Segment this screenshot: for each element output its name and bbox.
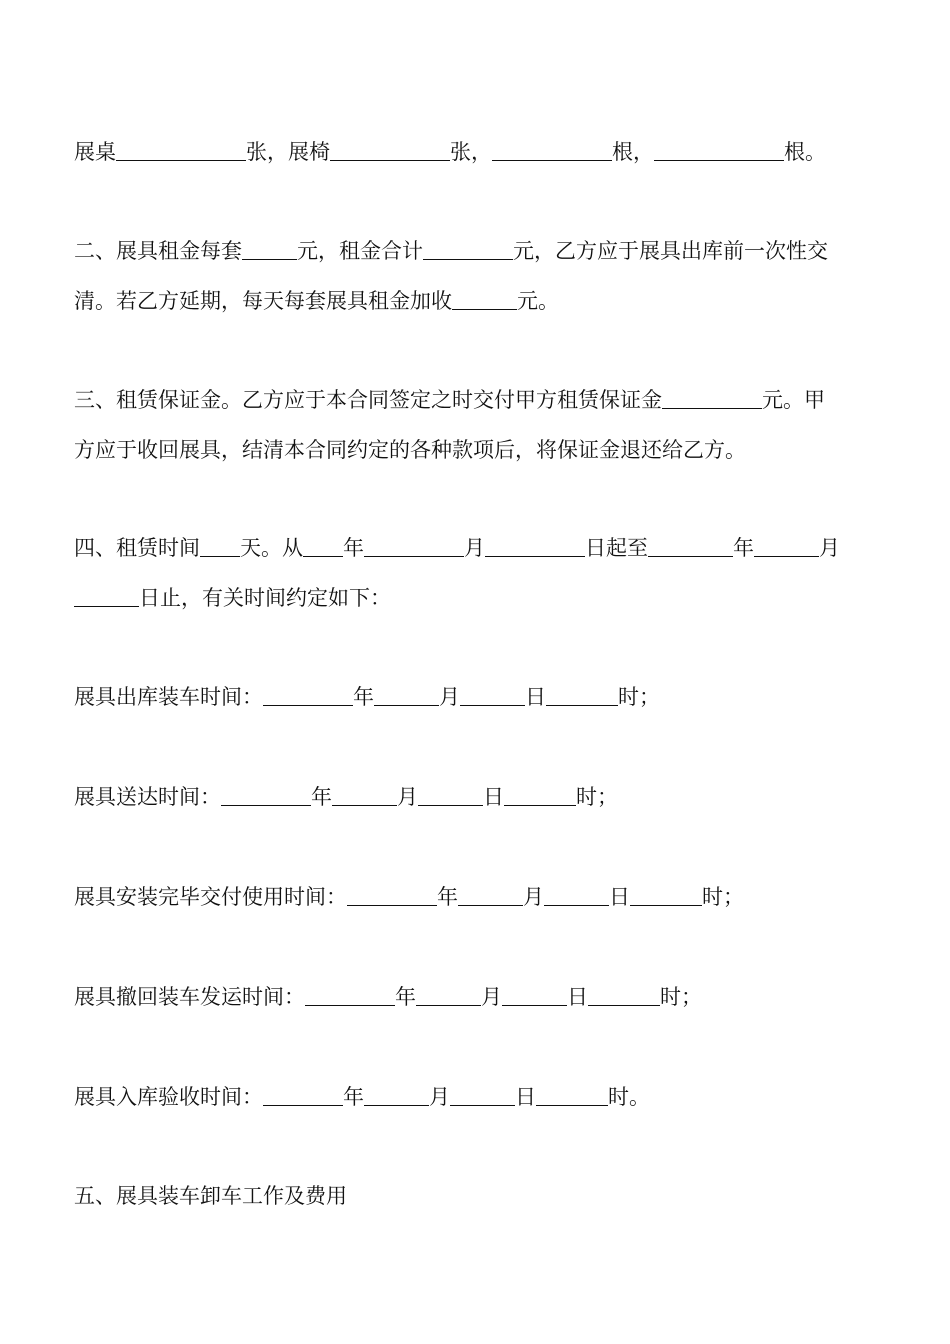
blank-field[interactable]	[754, 536, 819, 557]
clause-rental-period	[74, 523, 884, 623]
blank-field[interactable]	[546, 685, 618, 706]
text: 元，乙方应于展具出库前一次性交	[513, 239, 828, 263]
text: 日	[515, 1085, 536, 1109]
time-withdraw	[74, 972, 884, 1022]
text: 年	[343, 536, 364, 560]
text: 日	[525, 685, 546, 709]
blank-field[interactable]	[460, 685, 525, 706]
blank-field[interactable]	[330, 140, 450, 161]
time-out-load	[74, 672, 884, 722]
text: 年	[353, 685, 374, 709]
blank-field[interactable]	[416, 985, 481, 1006]
blank-field[interactable]	[242, 239, 297, 260]
text: 展具入库验收时间：	[74, 1085, 263, 1109]
blank-field[interactable]	[418, 785, 483, 806]
text: 月	[439, 685, 460, 709]
text: 张，	[450, 140, 492, 164]
blank-field[interactable]	[504, 785, 576, 806]
time-delivery	[74, 772, 884, 822]
text: 元。甲	[762, 388, 825, 412]
blank-field[interactable]	[303, 536, 343, 557]
text: 展具送达时间：	[74, 785, 221, 809]
blank-field[interactable]	[263, 1085, 343, 1106]
line	[74, 872, 884, 922]
text: 展具安装完毕交付使用时间：	[74, 885, 347, 909]
text: 根。	[784, 140, 826, 164]
text: 天。从	[240, 536, 303, 560]
blank-field[interactable]	[544, 885, 609, 906]
text: 三、租赁保证金。乙方应于本合同签定之时交付甲方租赁保证金	[74, 388, 662, 412]
line	[74, 772, 884, 822]
text: 月	[481, 985, 502, 1009]
blank-field[interactable]	[364, 536, 464, 557]
line	[74, 1072, 884, 1122]
blank-field[interactable]	[492, 140, 612, 161]
text: 时；	[618, 685, 660, 709]
text: 时；	[576, 785, 618, 809]
line	[74, 375, 884, 425]
blank-field[interactable]	[200, 536, 240, 557]
line	[74, 523, 884, 573]
blank-field[interactable]	[450, 1085, 515, 1106]
blank-field[interactable]	[588, 985, 660, 1006]
text: 时。	[608, 1085, 650, 1109]
text: 二、展具租金每套	[74, 239, 242, 263]
text: 年	[311, 785, 332, 809]
clause-rental-fee	[74, 226, 884, 326]
text: 月	[429, 1085, 450, 1109]
text: 月	[397, 785, 418, 809]
text: 展桌	[74, 140, 116, 164]
text: 日	[609, 885, 630, 909]
blank-field[interactable]	[221, 785, 311, 806]
blank-field[interactable]	[662, 388, 762, 409]
text: 元，租金合计	[297, 239, 423, 263]
line	[74, 573, 884, 623]
blank-field[interactable]	[458, 885, 523, 906]
blank-field[interactable]	[263, 685, 353, 706]
text: 月	[523, 885, 544, 909]
line	[74, 226, 884, 276]
text: 年	[733, 536, 754, 560]
text: 日	[483, 785, 504, 809]
blank-field[interactable]	[654, 140, 784, 161]
blank-field[interactable]	[630, 885, 702, 906]
text: 日止，有关时间约定如下：	[139, 586, 391, 610]
text: 时；	[660, 985, 702, 1009]
text: 年	[395, 985, 416, 1009]
blank-field[interactable]	[485, 536, 585, 557]
text: 时；	[702, 885, 744, 909]
text: 年	[437, 885, 458, 909]
text: 展具出库装车时间：	[74, 685, 263, 709]
blank-field[interactable]	[364, 1085, 429, 1106]
line	[74, 127, 884, 177]
text: 清。若乙方延期，每天每套展具租金加收	[74, 289, 452, 313]
text: 月	[819, 536, 840, 560]
line	[74, 672, 884, 722]
clause-loading-unloading-heading	[74, 1171, 884, 1221]
text: 日	[567, 985, 588, 1009]
blank-field[interactable]	[74, 586, 139, 607]
blank-field[interactable]	[452, 289, 517, 310]
text: 四、租赁时间	[74, 536, 200, 560]
text: 方应于收回展具，结清本合同约定的各种款项后，将保证金退还给乙方。	[74, 438, 746, 462]
text: 元。	[517, 289, 559, 313]
text: 张，展椅	[246, 140, 330, 164]
line	[74, 425, 884, 475]
text: 日起至	[585, 536, 648, 560]
text: 展具撤回装车发运时间：	[74, 985, 305, 1009]
text: 年	[343, 1085, 364, 1109]
time-return	[74, 1072, 884, 1122]
section-title: 五、展具装车卸车工作及费用	[74, 1184, 347, 1208]
clause-deposit	[74, 375, 884, 475]
line	[74, 972, 884, 1022]
blank-field[interactable]	[536, 1085, 608, 1106]
blank-field[interactable]	[347, 885, 437, 906]
blank-field[interactable]	[423, 239, 513, 260]
blank-field[interactable]	[648, 536, 733, 557]
text: 月	[464, 536, 485, 560]
blank-field[interactable]	[502, 985, 567, 1006]
blank-field[interactable]	[332, 785, 397, 806]
blank-field[interactable]	[116, 140, 246, 161]
text: 根，	[612, 140, 654, 164]
item-quantities-line	[74, 127, 884, 177]
blank-field[interactable]	[374, 685, 439, 706]
blank-field[interactable]	[305, 985, 395, 1006]
line	[74, 276, 884, 326]
time-install	[74, 872, 884, 922]
